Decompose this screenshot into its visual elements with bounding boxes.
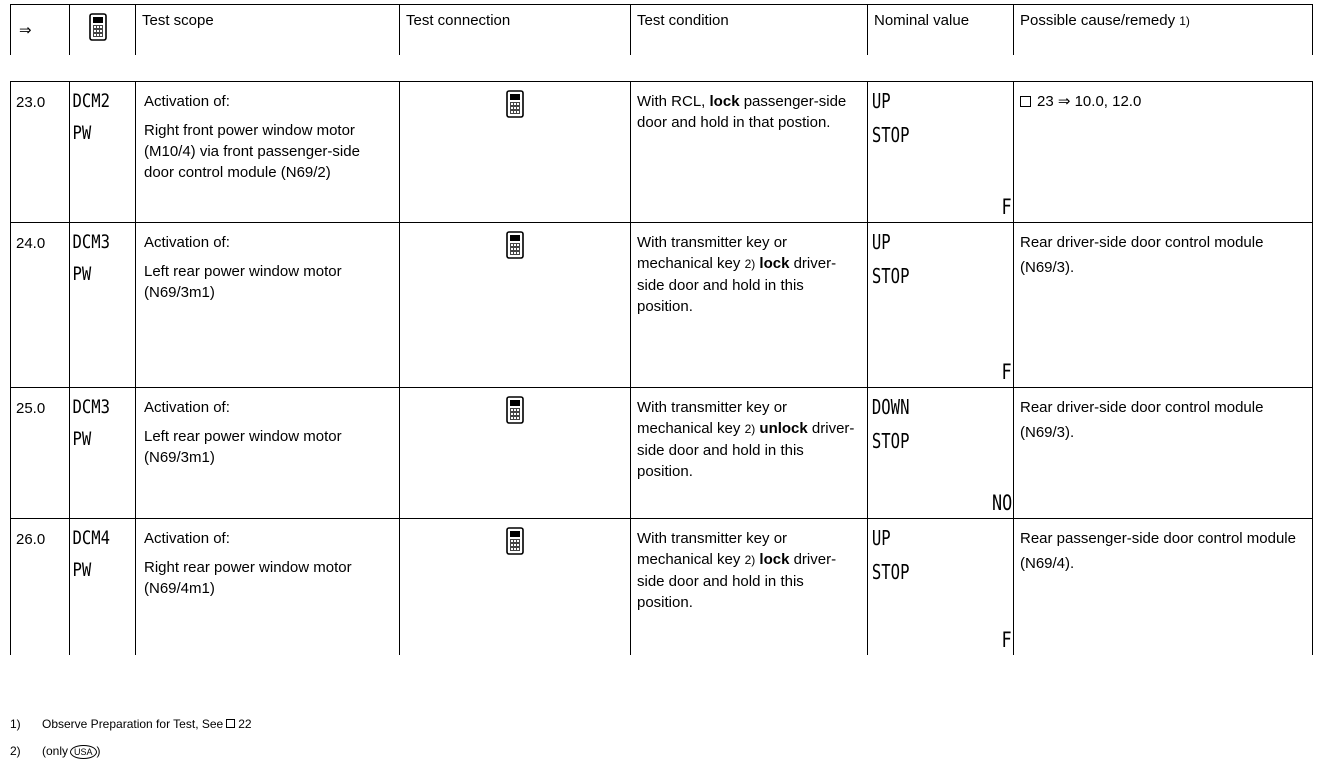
test-condition: With transmitter key or mechanical key 2) lock driver-side door and hold in this position. — [631, 519, 868, 655]
nominal-value: DOWN STOP NO — [868, 388, 1014, 519]
tester-display: DCM3 PW — [70, 388, 136, 519]
footnote-1: 1) Observe Preparation for Test, See 22 — [10, 717, 252, 731]
header-test-scope: Test scope — [136, 5, 400, 56]
header-possible-cause — [1014, 5, 1313, 56]
footnote-2: 2) (only USA ) — [10, 744, 101, 758]
table-row — [11, 82, 1313, 223]
test-scope: Activation of: Right rear power window motor (N69/4m1) — [136, 519, 400, 655]
hand-held-tester-icon — [506, 231, 524, 259]
tester-display: DCM4 PW — [70, 519, 136, 655]
header-table — [10, 4, 1313, 55]
header-nominal-value: Nominal value — [868, 5, 1014, 56]
nominal-corner: F — [1001, 360, 1012, 384]
hand-held-tester-icon — [506, 527, 524, 555]
test-connection — [400, 388, 631, 519]
footnote-ref: 1) — [1179, 14, 1190, 28]
test-scope: Activation of: Left rear power window motor (N69/3m1) — [136, 223, 400, 388]
possible-cause-label: Possible cause/remedy — [1020, 12, 1176, 29]
test-condition: With transmitter key or mechanical key 2) lock driver-side door and hold in this position. — [631, 223, 868, 388]
possible-cause: Rear driver-side door control module (N69/3). — [1014, 388, 1313, 519]
tester-display: DCM2 PW — [70, 82, 136, 223]
possible-cause — [1014, 82, 1313, 223]
nominal-corner: F — [1001, 195, 1012, 219]
tester-display: DCM3 PW — [70, 223, 136, 388]
hand-held-tester-icon — [506, 90, 524, 118]
arrow-icon: ⇒ — [19, 22, 32, 39]
test-scope: Activation of: Right front power window motor (M10/4) via front passenger-side door control module (N69/2) — [136, 82, 400, 223]
nominal-value: UP STOP F — [868, 519, 1014, 655]
header-test-condition: Test condition — [631, 5, 868, 56]
test-connection — [400, 519, 631, 655]
possible-cause: Rear passenger-side door control module (N69/4). — [1014, 519, 1313, 655]
possible-cause: Rear driver-side door control module (N69/3). — [1014, 223, 1313, 388]
test-table — [10, 81, 1313, 655]
header-tester-cell — [70, 5, 136, 56]
hand-held-tester-icon — [506, 396, 524, 424]
cause-reference: 23 ⇒ 10.0, 12.0 — [1037, 93, 1142, 110]
hand-held-tester-icon — [89, 13, 107, 41]
nominal-value: UP STOP F — [868, 82, 1014, 223]
test-connection — [400, 223, 631, 388]
step-number: 25.0 — [11, 388, 70, 519]
step-number: 24.0 — [11, 223, 70, 388]
book-icon — [1020, 96, 1031, 107]
usa-badge-icon: USA — [70, 745, 97, 759]
nominal-corner: NO — [991, 491, 1012, 515]
nominal-value: UP STOP F — [868, 223, 1014, 388]
table-row — [11, 223, 1313, 388]
step-number: 26.0 — [11, 519, 70, 655]
step-number: 23.0 — [11, 82, 70, 223]
header-test-connection: Test connection — [400, 5, 631, 56]
table-row — [11, 519, 1313, 655]
test-scope: Activation of: Left rear power window motor (N69/3m1) — [136, 388, 400, 519]
table-row — [11, 388, 1313, 519]
book-icon — [226, 719, 235, 728]
test-condition: With transmitter key or mechanical key 2) unlock driver-side door and hold in this position. — [631, 388, 868, 519]
test-connection — [400, 82, 631, 223]
header-arrow-cell — [11, 5, 70, 56]
test-condition: With RCL, lock passenger-side door and hold in that postion. — [631, 82, 868, 223]
header-row — [11, 5, 1313, 56]
nominal-corner: F — [1001, 627, 1012, 652]
